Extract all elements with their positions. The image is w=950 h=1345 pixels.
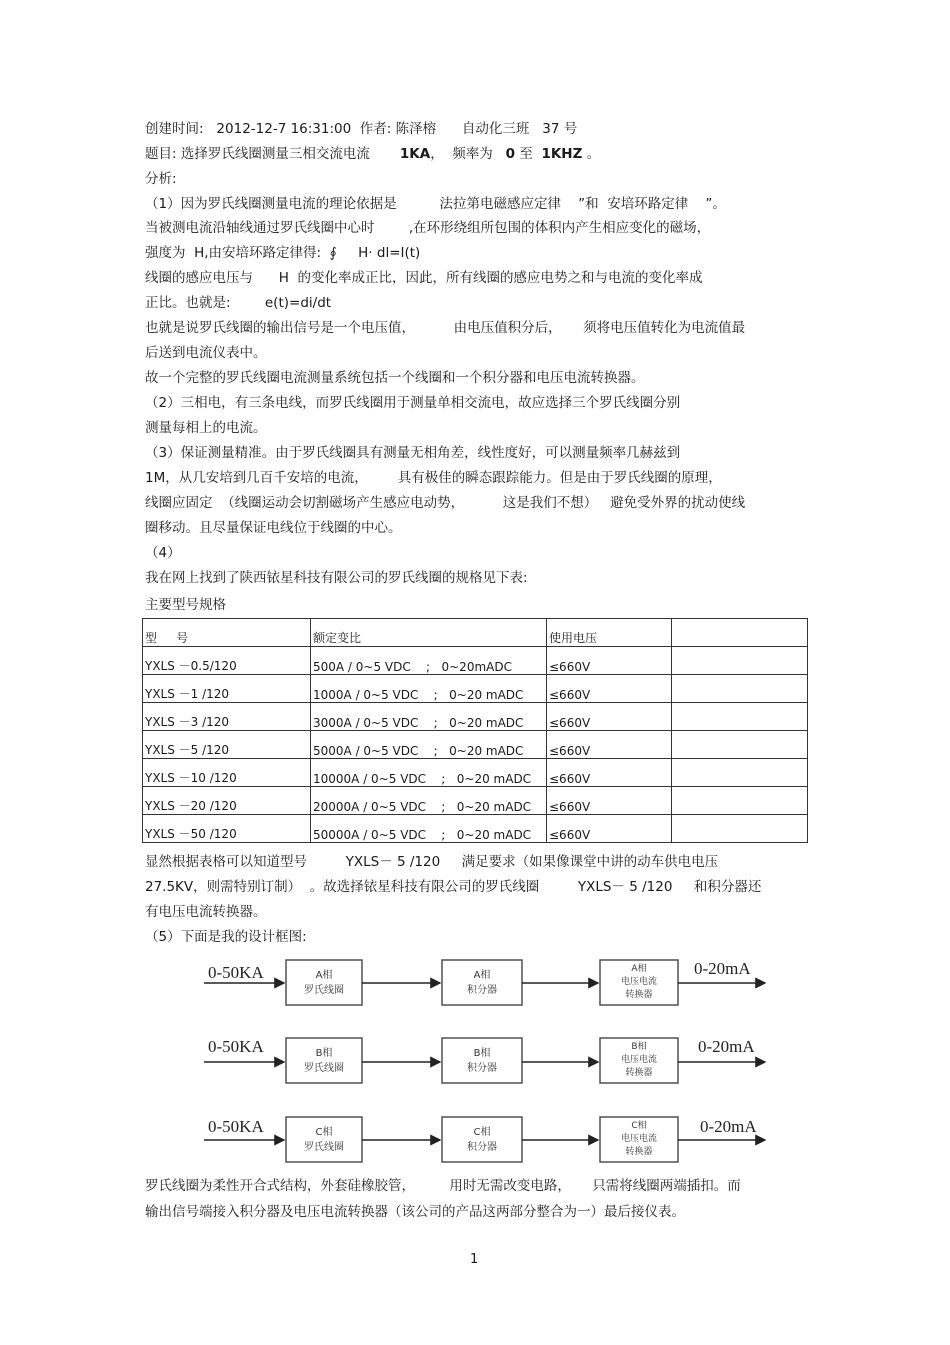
table-cell: YXLS －50 /120 — [143, 815, 311, 843]
converter-block-label: 转换器 — [625, 1068, 653, 1078]
table-cell: YXLS －20 /120 — [143, 787, 311, 815]
spec-table — [142, 618, 808, 843]
table-row — [143, 675, 808, 703]
paragraph-1-line-8: 故一个完整的罗氏线圈电流测量系统包括一个线圈和一个积分器和电压电流转换器。 — [145, 370, 645, 386]
coil-block-label: 罗氏线圈 — [304, 985, 344, 996]
integrator-block-label: 积分器 — [467, 1142, 497, 1153]
table-row — [143, 815, 808, 843]
integrator-block-label: B相 — [473, 1048, 491, 1059]
integrator-block-label: 积分器 — [467, 1063, 497, 1074]
analysis-heading: 分析: — [145, 171, 177, 187]
table-cell: ≤660V — [547, 731, 672, 759]
table-cell — [672, 787, 808, 815]
table-header-cell: 型 号 — [143, 619, 311, 647]
paragraph-1-line-7: 后送到电流仪表中。 — [145, 345, 267, 361]
table-cell — [672, 675, 808, 703]
topic-prefix: 题目: 选择罗氏线圈测量三相交流电流 — [145, 146, 400, 162]
table-cell: 500A / 0~5 VDC ; 0~20mADC — [311, 647, 547, 675]
converter-block-label: 电压电流 — [620, 1134, 658, 1144]
diagram-row-b — [204, 1037, 765, 1083]
paragraph-3-line-4: 圈移动。且尽量保证电线位于线圈的中心。 — [145, 520, 402, 536]
page-number: 1 — [470, 1252, 479, 1267]
table-cell: 20000A / 0~5 VDC ; 0~20 mADC — [311, 787, 547, 815]
coil-block — [286, 960, 362, 1005]
table-cell — [672, 647, 808, 675]
table-cell: ≤660V — [547, 647, 672, 675]
converter-block-label: 转换器 — [625, 1147, 653, 1157]
converter-block-label: A相 — [631, 964, 647, 974]
table-cell: 1000A / 0~5 VDC ; 0~20 mADC — [311, 675, 547, 703]
table-cell: 10000A / 0~5 VDC ; 0~20 mADC — [311, 759, 547, 787]
paragraph-1-line-3: 强度为 H,由安培环路定律得: ∮ H· dl=I(t) — [145, 245, 421, 261]
topic-freq-low: 0 — [505, 146, 516, 162]
table-cell: YXLS －3 /120 — [143, 703, 311, 731]
paragraph-3-line-3: 线圈应固定 （线圈运动会切割磁场产生感应电动势， 这是我们不想） 避免受外界的扰动使线 — [145, 495, 746, 511]
input-label: 0-50KA — [208, 963, 264, 982]
table-row — [143, 731, 808, 759]
paragraph-1-line-1: （1）因为罗氏线圈测量电流的理论依据是 法拉第电磁感应定律 ”和 安培环路定律 ”。 — [145, 196, 726, 212]
table-row — [143, 787, 808, 815]
coil-block-label: C相 — [315, 1127, 333, 1138]
design-block-diagram — [200, 950, 770, 1175]
coil-block-label: 罗氏线圈 — [304, 1142, 344, 1153]
topic-to: 至 — [515, 146, 542, 162]
table-cell — [672, 703, 808, 731]
table-title: 主要型号规格 — [145, 597, 226, 613]
conclusion-line-2: 27.5KV，则需特别订制） 。故选择铱星科技有限公司的罗氏线圈 YXLS－ 5 /120 和积分器还 — [145, 879, 762, 895]
converter-block-label: 转换器 — [625, 990, 653, 1000]
topic-end: 。 — [582, 146, 601, 162]
table-cell: ≤660V — [547, 675, 672, 703]
table-row — [143, 759, 808, 787]
paragraph-1-line-2: 当被测电流沿轴线通过罗氏线圈中心时 ,在环形绕组所包围的体积内产生相应变化的磁场， — [145, 220, 711, 236]
conclusion-line-1: 显然根据表格可以知道型号 YXLS－ 5 /120 满足要求（如果像课堂中讲的动车供电电压 — [145, 854, 719, 870]
converter-block-label: 电压电流 — [620, 1055, 658, 1065]
table-header-cell: 额定变比 — [311, 619, 547, 647]
input-label: 0-50KA — [208, 1037, 264, 1056]
integrator-block-label: C相 — [473, 1127, 491, 1138]
table-cell: YXLS －0.5/120 — [143, 647, 311, 675]
table-row — [143, 647, 808, 675]
integrator-block-label: A相 — [473, 970, 491, 981]
diagram-row-c — [204, 1117, 765, 1162]
paragraph-1-line-4: 线圈的感应电压与 H 的变化率成正比，因此，所有线圈的感应电势之和与电流的变化率成 — [145, 270, 703, 286]
table-header-row — [143, 619, 808, 647]
table-cell: 50000A / 0~5 VDC ; 0~20 mADC — [311, 815, 547, 843]
topic-freq-high: 1KHZ — [541, 146, 583, 162]
converter-block-label: C相 — [631, 1121, 647, 1131]
paragraph-4-line-1: （4） — [145, 545, 181, 561]
coil-block-label: 罗氏线圈 — [304, 1063, 344, 1074]
paragraph-4-line-2: 我在网上找到了陕西铱星科技有限公司的罗氏线圈的规格见下表: — [145, 570, 528, 586]
table-header-cell — [672, 619, 808, 647]
table-cell: ≤660V — [547, 815, 672, 843]
table-cell: YXLS －10 /120 — [143, 759, 311, 787]
paragraph-1-line-5: 正比。也就是: e(t)=di/dt — [145, 295, 332, 311]
topic-line — [145, 145, 600, 163]
conclusion-line-3: 有电压电流转换器。 — [145, 904, 267, 920]
table-cell — [672, 815, 808, 843]
coil-block-label: A相 — [315, 970, 333, 981]
table-cell — [672, 731, 808, 759]
closing-line-1: 罗氏线圈为柔性开合式结构，外套硅橡胶管， 用时无需改变电路， 只需将线圈两端插扣。而 — [145, 1178, 741, 1194]
output-label: 0-20mA — [700, 1117, 757, 1136]
integrator-block — [442, 960, 522, 1005]
paragraph-2-line-2: 测量每相上的电流。 — [145, 420, 267, 436]
coil-block — [286, 1038, 362, 1083]
paragraph-5-heading: （5）下面是我的设计框图: — [145, 929, 307, 945]
topic-mid: ， 频率为 — [430, 146, 506, 162]
table-header-cell: 使用电压 — [547, 619, 672, 647]
output-label: 0-20mA — [698, 1037, 755, 1056]
integrator-block — [442, 1117, 522, 1162]
created-line: 创建时间: 2012-12-7 16:31:00 作者: 陈泽榕 自动化三班 37 号 — [145, 121, 578, 137]
integrator-block-label: 积分器 — [467, 985, 497, 996]
closing-line-2: 输出信号端接入积分器及电压电流转换器（该公司的产品这两部分整合为一）最后接仪表。 — [145, 1204, 685, 1220]
diagram-row-a — [204, 959, 765, 1005]
table-row — [143, 703, 808, 731]
table-cell — [672, 759, 808, 787]
table-cell: YXLS －5 /120 — [143, 731, 311, 759]
paragraph-3-line-1: （3）保证测量精准。由于罗氏线圈具有测量无相角差，线性度好，可以测量频率几赫兹到 — [145, 445, 681, 461]
integrator-block — [442, 1038, 522, 1083]
input-label: 0-50KA — [208, 1117, 264, 1136]
table-cell: ≤660V — [547, 759, 672, 787]
table-cell: ≤660V — [547, 703, 672, 731]
topic-current: 1KA — [399, 146, 431, 162]
coil-block — [286, 1117, 362, 1162]
converter-block-label: 电压电流 — [620, 977, 658, 987]
output-label: 0-20mA — [694, 959, 751, 978]
table-cell: ≤660V — [547, 787, 672, 815]
paragraph-1-line-6: 也就是说罗氏线圈的输出信号是一个电压值， 由电压值积分后， 须将电压值转化为电流值最 — [145, 320, 746, 336]
paragraph-2-line-1: （2）三相电，有三条电线，而罗氏线圈用于测量单相交流电，故应选择三个罗氏线圈分别 — [145, 395, 681, 411]
converter-block-label: B相 — [631, 1042, 647, 1052]
coil-block-label: B相 — [315, 1048, 333, 1059]
table-cell: 3000A / 0~5 VDC ; 0~20 mADC — [311, 703, 547, 731]
table-cell: YXLS －1 /120 — [143, 675, 311, 703]
table-cell: 5000A / 0~5 VDC ; 0~20 mADC — [311, 731, 547, 759]
paragraph-3-line-2: 1M，从几安培到几百千安培的电流， 具有极佳的瞬态跟踪能力。但是由于罗氏线圈的原理， — [145, 470, 722, 486]
